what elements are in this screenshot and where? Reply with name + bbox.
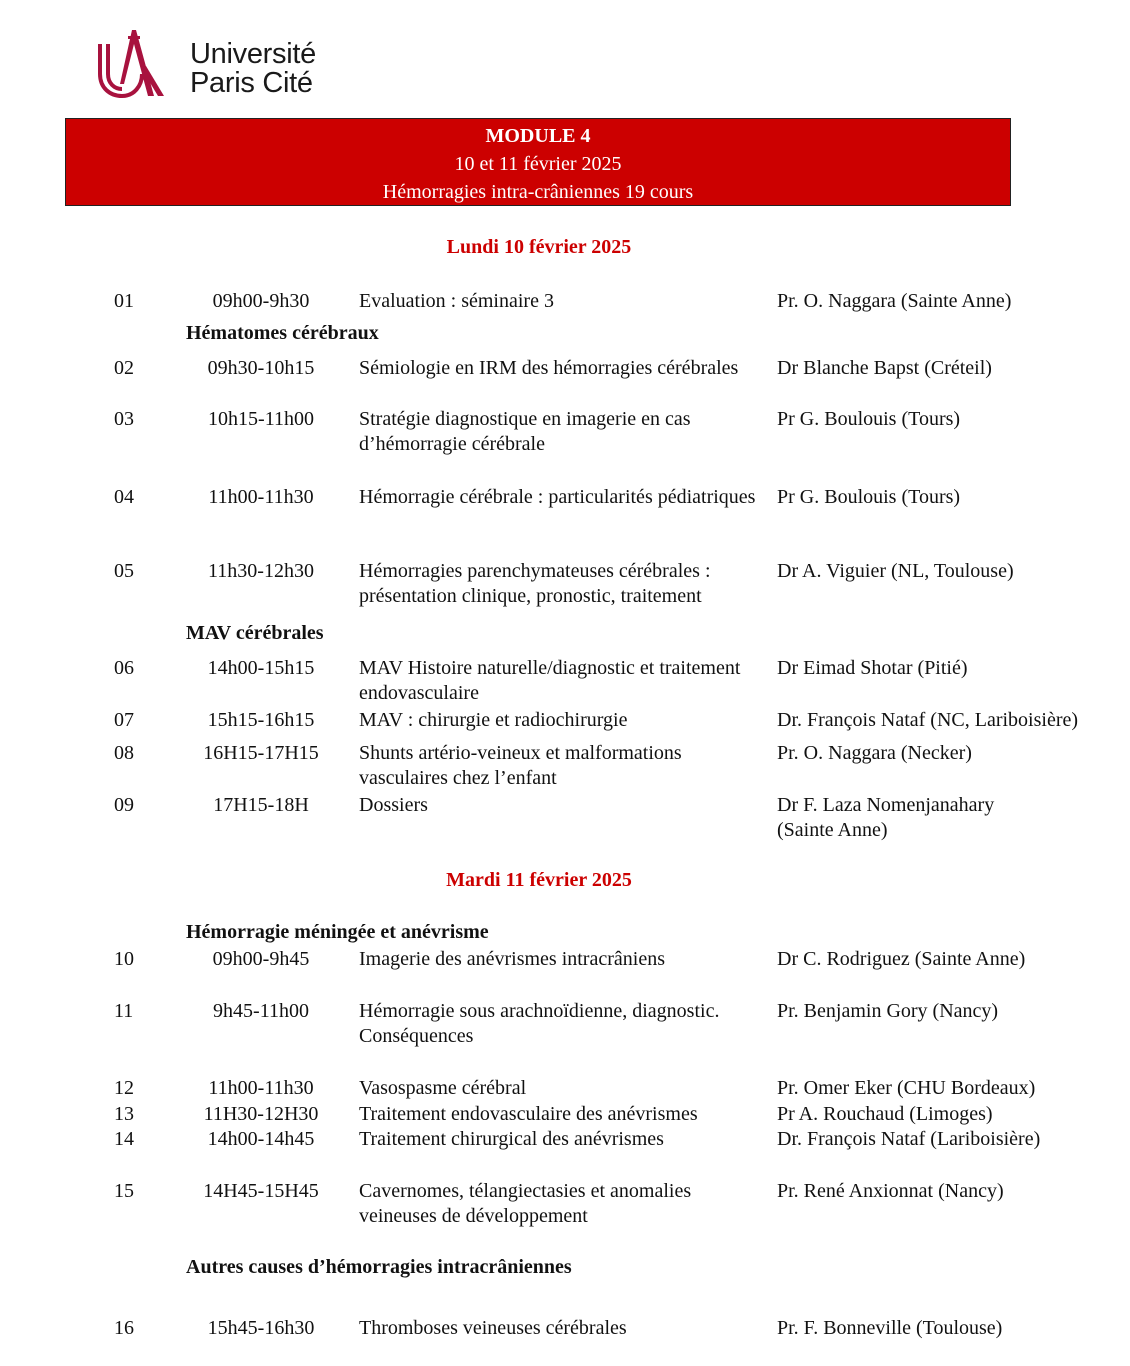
module-subtitle: Hémorragies intra-crâniennes 19 cours (382, 181, 694, 203)
section-heading: Hémorragie méningée et anévrisme (186, 921, 489, 943)
session-time: 16H15-17H15 (203, 742, 319, 764)
session-title: Vasospasme cérébral (359, 1077, 527, 1099)
session-time: 11H30-12H30 (203, 1103, 319, 1125)
session-title: Stratégie diagnostique en imagerie en cas d’hémorragie cérébrale (359, 408, 691, 455)
section-heading: MAV cérébrales (186, 622, 324, 644)
session-speaker: Pr. Omer Eker (CHU Bordeaux) (777, 1077, 1036, 1099)
session-title: MAV Histoire naturelle/diagnostic et traitement endovasculaire (359, 657, 741, 704)
session-time: 9h45-11h00 (213, 1000, 309, 1022)
session-time: 09h30-10h15 (207, 357, 315, 379)
day-heading-monday: Lundi 10 février 2025 (446, 236, 632, 258)
session-speaker: Pr. René Anxionnat (Nancy) (777, 1180, 1004, 1202)
university-logo-text (190, 40, 316, 98)
session-number: 06 (114, 657, 134, 679)
session-speaker: Pr. F. Bonneville (Toulouse) (777, 1317, 1003, 1339)
session-speaker: Pr G. Boulouis (Tours) (777, 408, 961, 430)
session-title: Traitement chirurgical des anévrismes (359, 1128, 664, 1150)
session-title: MAV : chirurgie et radiochirurgie (359, 709, 628, 731)
session-time: 15h15-16h15 (207, 709, 315, 731)
day-heading-tuesday: Mardi 11 février 2025 (446, 869, 632, 891)
session-time: 11h00-11h30 (208, 486, 314, 508)
session-speaker: Pr A. Rouchaud (Limoges) (777, 1103, 993, 1125)
session-number: 03 (114, 408, 134, 430)
session-speaker: Pr. O. Naggara (Sainte Anne) (777, 290, 1012, 312)
session-speaker: Pr G. Boulouis (Tours) (777, 486, 961, 508)
session-number: 14 (114, 1128, 134, 1150)
session-time: 14h00-14h45 (207, 1128, 315, 1150)
session-time: 14h00-15h15 (207, 657, 315, 679)
module-banner (65, 118, 1011, 206)
session-number: 12 (114, 1077, 134, 1099)
session-number: 11 (114, 1000, 134, 1022)
session-time: 10h15-11h00 (208, 408, 314, 430)
session-title: Sémiologie en IRM des hémorragies cérébrales (359, 357, 739, 379)
session-title: Thromboses veineuses cérébrales (359, 1317, 627, 1339)
session-title: Evaluation : séminaire 3 (359, 290, 554, 312)
session-time: 11h00-11h30 (208, 1077, 314, 1099)
session-title: Hémorragie cérébrale : particularités pédiatriques (359, 486, 756, 508)
logo-line-2: Paris Cité (190, 67, 313, 99)
session-time: 09h00-9h45 (212, 948, 310, 970)
session-speaker: Dr Blanche Bapst (Créteil) (777, 357, 992, 379)
session-speaker: Dr F. Laza Nomenjanahary (Sainte Anne) (777, 794, 995, 841)
session-title: Hémorragie sous arachnoïdienne, diagnostic. Conséquences (359, 1000, 720, 1047)
session-title: Hémorragies parenchymateuses cérébrales : présentation clinique, pronostic, traitement (359, 560, 711, 607)
session-number: 05 (114, 560, 134, 582)
session-title: Dossiers (359, 794, 428, 816)
session-title: Traitement endovasculaire des anévrismes (359, 1103, 698, 1125)
university-logo-icon (94, 26, 170, 102)
session-number: 08 (114, 742, 134, 764)
logo-line-1: Université (190, 38, 316, 70)
session-number: 10 (114, 948, 134, 970)
session-time: 14H45-15H45 (203, 1180, 319, 1202)
session-speaker: Dr A. Viguier (NL, Toulouse) (777, 560, 1014, 582)
session-number: 04 (114, 486, 134, 508)
session-number: 15 (114, 1180, 134, 1202)
session-time: 11h30-12h30 (208, 560, 314, 582)
session-number: 01 (114, 290, 134, 312)
session-speaker: Dr. François Nataf (Lariboisière) (777, 1128, 1041, 1150)
session-number: 16 (114, 1317, 134, 1339)
module-title: MODULE 4 (485, 125, 591, 147)
session-number: 13 (114, 1103, 134, 1125)
module-dates: 10 et 11 février 2025 (454, 153, 622, 175)
section-heading: Hématomes cérébraux (186, 322, 379, 344)
session-number: 09 (114, 794, 134, 816)
session-speaker: Dr. François Nataf (NC, Lariboisière) (777, 709, 1079, 731)
session-speaker: Pr. O. Naggara (Necker) (777, 742, 972, 764)
session-time: 15h45-16h30 (207, 1317, 315, 1339)
session-time: 09h00-9h30 (212, 290, 310, 312)
section-heading: Autres causes d’hémorragies intracrâniennes (186, 1256, 572, 1278)
session-speaker: Dr Eimad Shotar (Pitié) (777, 657, 968, 679)
session-title: Imagerie des anévrismes intracrâniens (359, 948, 665, 970)
session-speaker: Pr. Benjamin Gory (Nancy) (777, 1000, 999, 1022)
session-number: 02 (114, 357, 134, 379)
session-speaker: Dr C. Rodriguez (Sainte Anne) (777, 948, 1026, 970)
session-title: Cavernomes, télangiectasies et anomalies veineuses de développement (359, 1180, 692, 1227)
session-number: 07 (114, 709, 134, 731)
university-logo (94, 26, 354, 102)
session-time: 17H15-18H (213, 794, 309, 816)
session-title: Shunts artério-veineux et malformations vasculaires chez l’enfant (359, 742, 682, 789)
